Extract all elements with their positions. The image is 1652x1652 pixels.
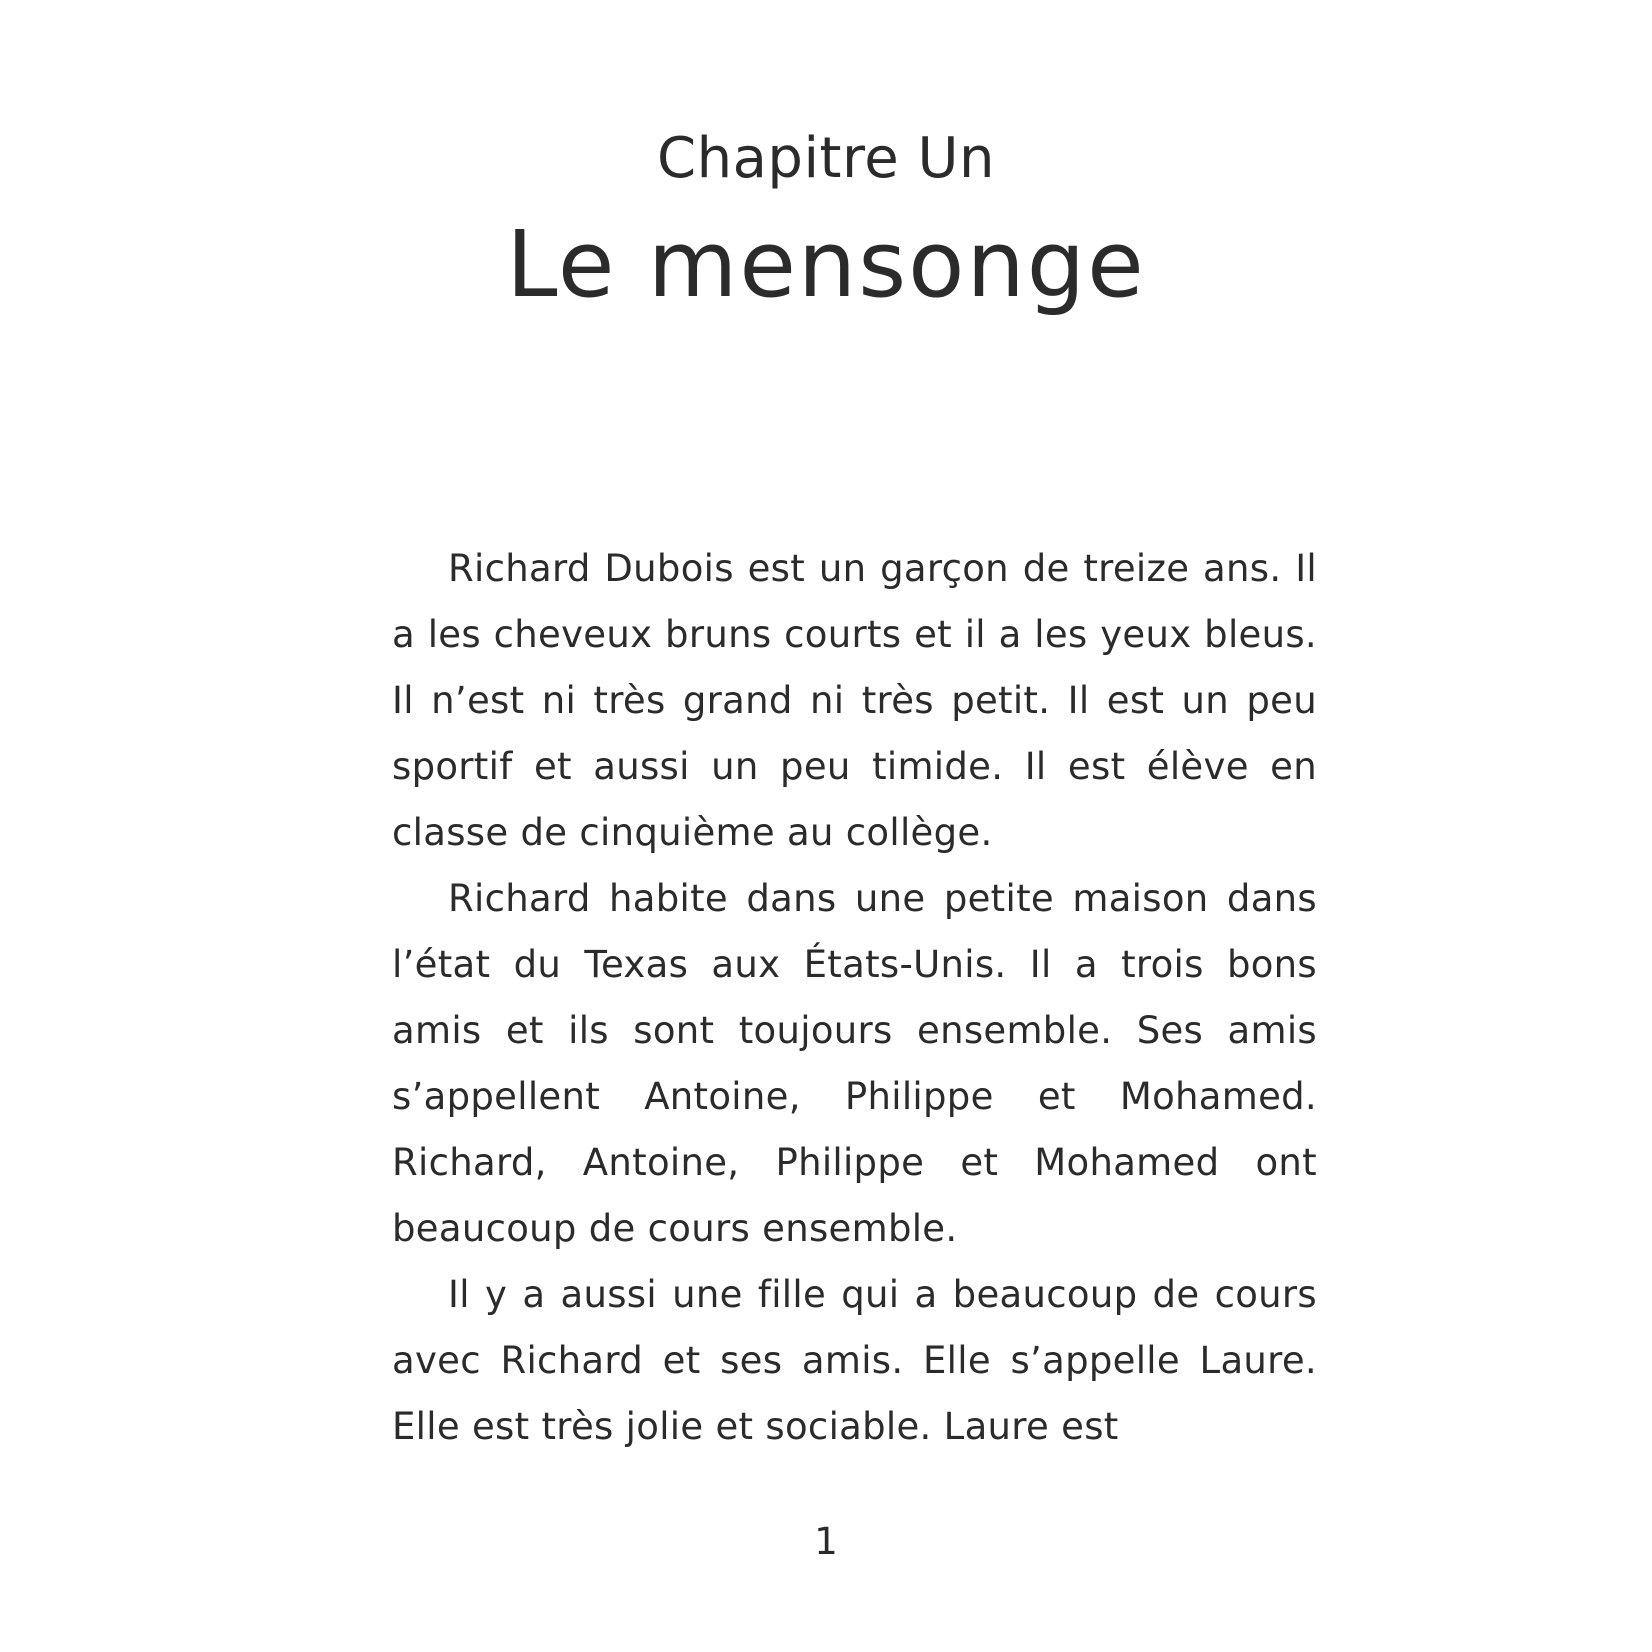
chapter-body (392, 536, 1317, 1460)
page-number: 1 (814, 1520, 838, 1563)
paragraph: Richard habite dans une petite maison dans l’état du Texas aux États-Unis. Il a trois bons amis et ils sont toujours ensemble. Ses amis s’appellent Antoine, Philippe et Mohamed. Richard, Antoine, Philippe et Mohamed ont beaucoup de cours ensemble. (392, 877, 1317, 1250)
paragraph: Richard Dubois est un garçon de treize ans. Il a les cheveux bruns courts et il a les yeux bleus. Il n’est ni très grand ni très petit. Il est un peu sportif et aussi un peu timide. Il est élève en classe de cinquième au collège. (392, 547, 1317, 854)
chapter-label: Chapitre Un (657, 126, 995, 191)
chapter-title: Le mensonge (506, 211, 1146, 318)
paragraph: Il y a aussi une fille qui a beaucoup de cours avec Richard et ses amis. Elle s’appelle Laure. Elle est très jolie et sociable. Laure est (392, 1273, 1317, 1448)
